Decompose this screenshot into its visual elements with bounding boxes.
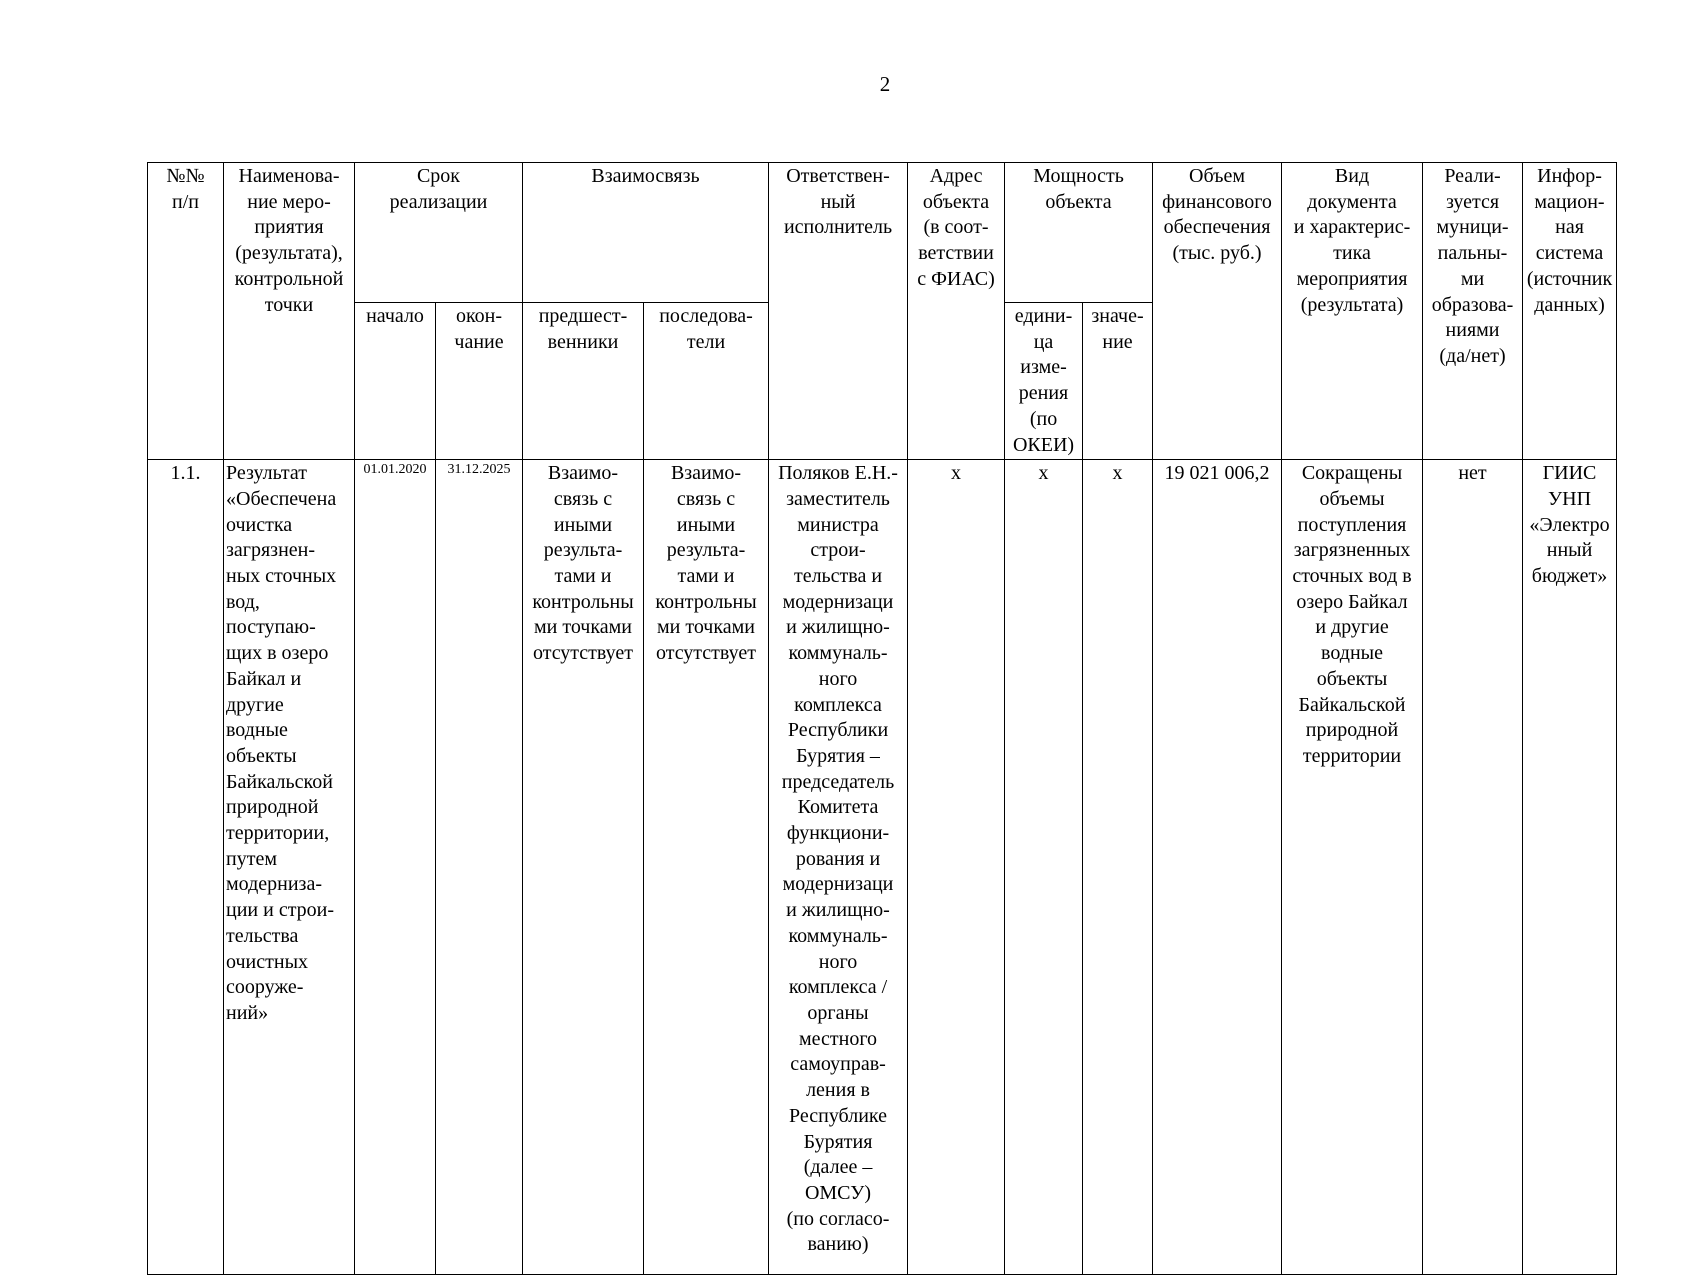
cell-doc: Сокращены объемы поступления загрязненных сточных вод в озеро Байкал и другие водные объекты Байкальской природной территории [1282,460,1423,1275]
header-term: Срок реализации [355,163,523,303]
cell-num: 1.1. [148,460,224,1275]
cell-address: х [908,460,1005,1275]
header-link: Взаимосвязь [523,163,769,303]
header-capacity-value: значе- ние [1083,303,1153,460]
header-link-prev: предшест- венники [523,303,644,460]
cell-responsible: Поляков Е.Н.- заместитель министра строи- тельства и модернизаци и жилищно- коммуналь- ного комплекса Республики Бурятия – председатель Комитета функциони- рования и модернизаци и жилищно- коммуналь- ного комплекса / органы местного самоуправ- ления в Республике Бурятия (далее – ОМСУ) (по согласо- ванию) [769,460,908,1275]
header-doc: Вид документа и характерис- тика мероприятия (результата) [1282,163,1423,460]
cell-next: Взаимо- связь с иными результа- тами и контрольны ми точками отсутствует [644,460,769,1275]
header-finance: Объем финансового обеспечения (тыс. руб.) [1153,163,1282,460]
header-capacity: Мощность объекта [1005,163,1153,303]
cell-info-system: ГИИС УНП «Электро нный бюджет» [1523,460,1617,1275]
page-number: 2 [879,72,891,96]
cell-value: х [1083,460,1153,1275]
cell-start-date: 01.01.2020 [355,460,436,1275]
cell-municipal: нет [1423,460,1523,1275]
cell-finance: 19 021 006,2 [1153,460,1282,1275]
table-row [148,460,1617,1275]
plan-table [147,162,1617,1275]
header-municipal: Реали- зуется муници- пальны- ми образова- ниями (да/нет) [1423,163,1523,460]
header-responsible: Ответствен- ный исполнитель [769,163,908,460]
cell-prev: Взаимо- связь с иными результа- тами и контрольны ми точками отсутствует [523,460,644,1275]
header-term-start: начало [355,303,436,460]
cell-end-date: 31.12.2025 [436,460,523,1275]
header-info-system: Инфор- мацион- ная система (источник данных) [1523,163,1617,460]
header-address: Адрес объекта (в соот- ветствии с ФИАС) [908,163,1005,460]
header-name: Наименова- ние меро- приятия (результата), контрольной точки [224,163,355,460]
header-num: №№ п/п [148,163,224,460]
header-row-top [148,163,1617,303]
header-capacity-unit: едини- ца изме- рения (по ОКЕИ) [1005,303,1083,460]
header-link-next: последова- тели [644,303,769,460]
cell-name: Результат «Обеспечена очистка загрязнен- ных сточных вод, поступаю- щих в озеро Байкал и другие водные объекты Байкальской природной территории, путем модерниза- ции и строи- тельства очистных сооруже- ний» [224,460,355,1275]
header-term-end: окон- чание [436,303,523,460]
cell-unit: х [1005,460,1083,1275]
